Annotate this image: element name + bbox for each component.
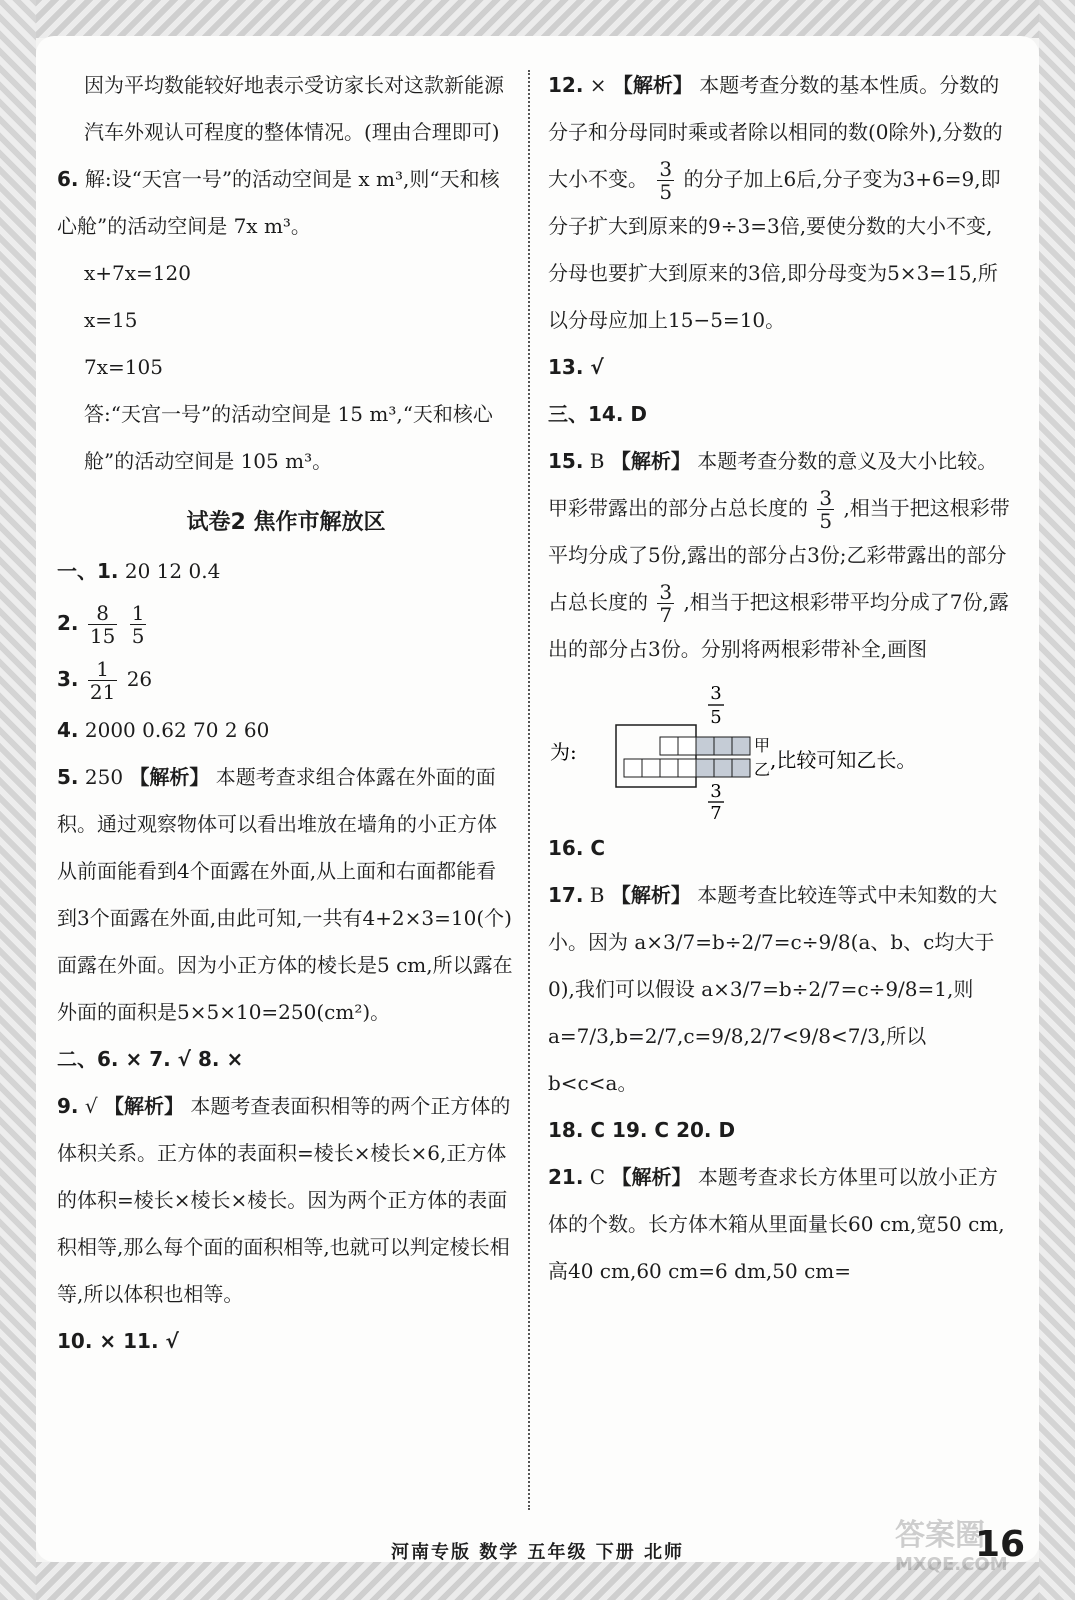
a15-text-1: 本题考查分数的意义及大小比较。甲彩带露出的部分占总长度的 [548,449,998,520]
a9-lead: √ [84,1094,98,1118]
ribbon-yi-cell [714,759,732,777]
a2-fraction-1 [88,602,117,647]
ribbon-yi-cell [732,759,750,777]
answer-13: 13. √ [548,355,604,379]
figure-conclusion: ,比较可知乙长。 [770,748,917,772]
a21-text: 本题考查求长方体里可以放小正方体的个数。长方体木箱从里面量长60 cm,宽50 cm,高40 cm,60 cm=6 dm,50 cm= [548,1165,1005,1283]
analysis-tag: 【解析】 [610,449,691,473]
ribbon-figure [548,679,1010,819]
a12-fraction [657,158,674,203]
a5-lead: 250 [84,765,124,789]
analysis-tag: 【解析】 [103,1094,184,1118]
answer-16: 16. C [548,836,606,860]
right-column [548,62,1010,1295]
numerator: 1 [131,601,145,625]
a12-text-1: 本题考查分数的基本性质。分数的分子和分母同时乘或者除以相同的数(0除外),分数的大小不变。 [548,73,1003,191]
right-border [1039,0,1075,1600]
ribbon-jia-cell [696,737,714,755]
ribbon-yi [624,759,750,777]
answer-17 [548,872,1010,1107]
top-fraction-den: 5 [710,707,722,728]
a2-fraction-2 [130,602,147,647]
question-6 [57,156,515,250]
ribbon-jia [660,737,750,755]
top-fraction-num: 3 [710,683,722,704]
q6-intro: 解:设“天宫一号”的活动空间是 x m³,则“天和核心舱”的活动空间是 7x m³。 [57,167,500,238]
a17-lead: B [589,883,605,907]
a12-lead: × [589,73,607,97]
a15-lead: B [589,449,605,473]
answer-3 [57,651,515,707]
section-2-line: 二、6. × 7. √ 8. × [57,1047,244,1071]
numerator: 3 [659,157,673,181]
answer-18-20: 18. C 19. C 20. D [548,1118,736,1142]
a5-number: 5. [57,765,79,789]
answer-9 [57,1083,515,1318]
ribbon-jia-cell [714,737,732,755]
reason-paragraph: 因为平均数能较好地表示受访家长对这款新能源汽车外观认可程度的整体情况。(理由合理即可) [84,73,504,144]
a2-number: 2. [57,611,79,635]
numerator: 8 [88,602,117,625]
a9-text: 本题考查表面积相等的两个正方体的体积关系。正方体的表面积=棱长×棱长×6,正方体的体积=棱长×棱长×棱长。因为两个正方体的表面积相等,那么每个面的面积相等,也就可以判定棱长相等,所以体积也相等。 [57,1094,511,1306]
denominator: 5 [819,509,833,533]
q6-number: 6. [57,167,79,191]
a3-text: 26 [126,667,153,691]
ribbon-yi-cell [696,759,714,777]
answer-21 [548,1154,1010,1295]
a15-fraction-2 [657,581,674,626]
equation-2: x=15 [84,308,138,332]
ribbon-yi-cell [660,759,678,777]
denominator: 15 [89,624,116,648]
ribbon-yi-cell [642,759,660,777]
a21-number: 21. [548,1165,584,1189]
answer-4 [57,707,515,754]
q6-answer: 答:“天宫一号”的活动空间是 15 m³,“天和核心舱”的活动空间是 105 m³。 [84,402,493,473]
answer-10-11: 10. × 11. √ [57,1329,179,1353]
numerator: 3 [659,580,673,604]
a15-text-3: ,相当于把这根彩带平均分成了7份,露出的部分占3份。分别将两根彩带补全,画图 [548,590,1009,661]
equation-1: x+7x=120 [84,261,191,285]
figure-prefix: 为: [550,740,577,764]
a15-fraction-1 [817,487,834,532]
denominator: 21 [89,680,116,704]
ribbon-yi-cell [624,759,642,777]
a3-fraction [88,658,117,703]
answer-14: 三、14. D [548,402,647,426]
a1-text: 20 12 0.4 [124,559,221,583]
answer-15 [548,438,1010,673]
a3-number: 3. [57,667,79,691]
numerator: 1 [88,658,117,681]
a5-text: 本题考查求组合体露在外面的面积。通过观察物体可以看出堆放在墙角的小正方体从前面能看到4个面露在外面,从上面和右面都能看到3个面露在外面,由此可知,一共有4+2×3=10(个)面露在外面。因为小正方体的棱长是5 cm,所以露在外面的面积是5×5×10=250(cm²)。 [57,765,513,1024]
analysis-tag: 【解析】 [610,883,691,907]
a17-number: 17. [548,883,584,907]
a15-text-2: ,相当于把这根彩带平均分成了5份,露出的部分占3份;乙彩带露出的部分占总长度的 [548,496,1010,614]
answer-12 [548,62,1010,344]
a12-text-2: 的分子加上6后,分子变为3+6=9,即分子扩大到原来的9÷3=3倍,要使分数的大小不变,分母也要扩大到原来的3倍,即分母变为5×3=15,所以分母应加上15−5=10。 [548,167,1001,332]
watermark-text: 答案圈 [895,1518,985,1553]
denominator: 5 [659,180,673,204]
a17-text: 本题考查比较连等式中未知数的大小。因为 a×3/7=b÷2/7=c÷9/8(a、b、c均大于0),我们可以假设 a×3/7=b÷2/7=c÷9/8=1,则 a=7/3,b=2/7,c=9/8,2/7<9/8<7/3,所以b<c<a。 [548,883,998,1095]
answer-2 [57,595,515,651]
left-border [0,0,36,1600]
left-column [57,62,515,1365]
denominator: 7 [659,603,673,627]
top-border [0,0,1075,38]
a1-number: 一、1. [57,559,119,583]
figure-frame [616,725,696,787]
page-footer: 河南专版 数学 五年级 下册 北师 [390,1542,685,1563]
equation-3: 7x=105 [84,355,163,379]
a4-number: 4. [57,718,79,742]
ribbon-yi-cell [678,759,696,777]
ribbon-diagram [548,679,1010,819]
ribbon-jia-label: 甲 [754,736,771,755]
numerator: 3 [819,486,833,510]
bottom-fraction-num: 3 [710,781,722,802]
ribbon-yi-label: 乙 [754,760,771,779]
analysis-tag: 【解析】 [611,1165,692,1189]
ribbon-jia-cell [732,737,750,755]
ribbon-jia-cell [678,737,696,755]
analysis-tag: 【解析】 [129,765,210,789]
watermark-url: MXQE.COM [895,1554,1008,1575]
a21-lead: C [589,1165,606,1189]
column-divider [528,70,530,1510]
denominator: 5 [131,624,145,648]
a12-number: 12. [548,73,584,97]
section-title: 试卷2 焦作市解放区 [186,510,386,535]
a15-number: 15. [548,449,584,473]
answer-5 [57,754,515,1036]
ribbon-jia-cell [660,737,678,755]
a9-number: 9. [57,1094,79,1118]
bottom-fraction-den: 7 [710,803,722,819]
analysis-tag: 【解析】 [612,73,693,97]
answer-1 [57,548,515,595]
a4-text: 2000 0.62 70 2 60 [84,718,270,742]
page-number: 16 [975,1524,1026,1565]
